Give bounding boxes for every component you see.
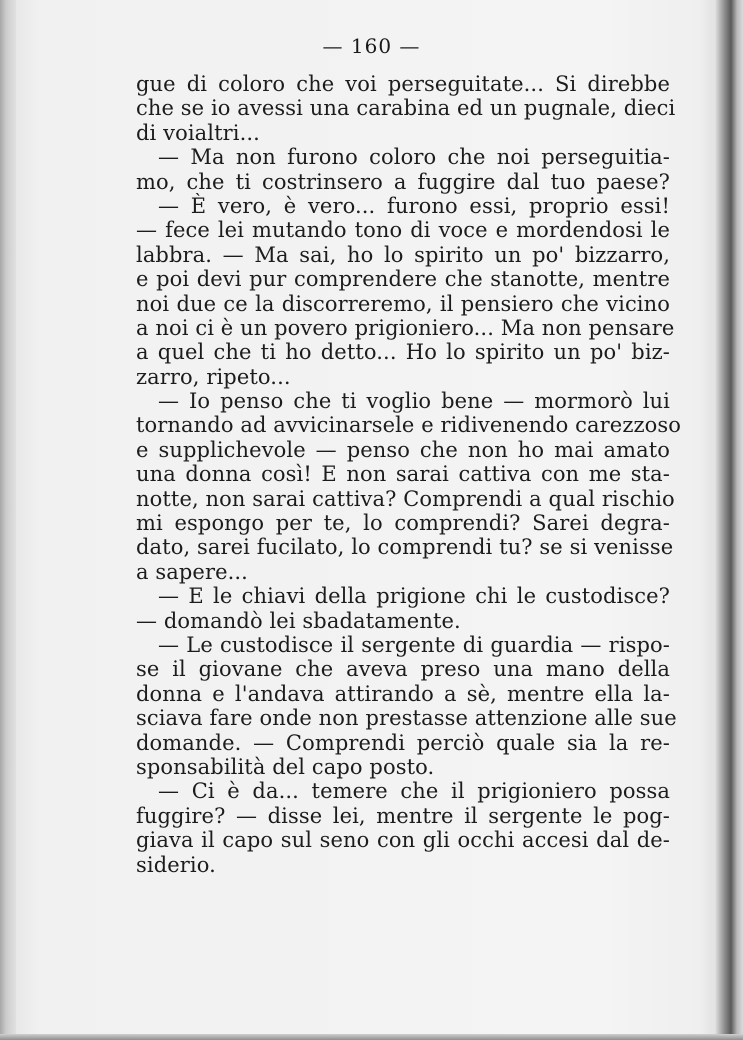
- body-text: [136, 72, 682, 877]
- page-gutter: [0, 0, 16, 1040]
- text-line: — fece lei mutando tono di voce e mordendosi le: [136, 218, 670, 243]
- text-line: gue di coloro che voi perseguitate... Si direbbe: [136, 72, 670, 96]
- text-line: dato, sarei fucilato, lo comprendi tu? se si venisse: [136, 535, 674, 560]
- text-line: se il giovane che aveva preso una mano della: [136, 657, 670, 682]
- text-line: zarro, ripeto...: [136, 364, 291, 389]
- page-number: — 160 —: [322, 34, 421, 58]
- text-line: — Le custodisce il sergente di guardia — rispo-: [158, 632, 670, 657]
- text-line: domande. — Comprendi perciò quale sia la re-: [136, 730, 670, 755]
- text-line: e supplichevole — penso che non ho mai amato: [136, 437, 670, 462]
- text-line: — È vero, è vero... furono essi, proprio essi!: [158, 193, 670, 218]
- text-line: noi due ce la discorreremo, il pensiero che vicino: [136, 291, 670, 316]
- text-line: tornando ad avvicinarsele e ridivenendo carezzoso: [136, 413, 682, 438]
- text-line: giava il capo sul seno con gli occhi accesi dal de-: [136, 828, 670, 853]
- text-line: a quel che ti ho detto... Ho lo spirito un po' biz-: [136, 340, 670, 365]
- text-line: — domandò lei sbadatamente.: [136, 608, 461, 633]
- text-line: — E le chiavi della prigione chi le custodisce?: [158, 584, 670, 609]
- text-line: — Ma non furono coloro che noi perseguitia-: [158, 145, 670, 170]
- text-line: e poi devi pur comprendere che stanotte, mentre: [136, 267, 670, 292]
- text-line: sciava fare onde non prestasse attenzione alle sue: [136, 706, 677, 731]
- text-line: che se io avessi una carabina ed un pugnale, dieci: [136, 96, 676, 121]
- text-line: fuggire? — disse lei, mentre il sergente le pog-: [136, 803, 670, 828]
- text-line: una donna così! E non sarai cattiva con me sta-: [136, 462, 670, 487]
- text-line: di voialtri...: [136, 120, 260, 145]
- text-line: donna e l'andava attirando a sè, mentre ella la-: [136, 681, 670, 706]
- text-line: labbra. — Ma sai, ho lo spirito un po' bizzarro,: [136, 242, 670, 267]
- text-line: siderio.: [136, 852, 216, 877]
- text-line: — Io penso che ti voglio bene — mormorò lui: [158, 389, 670, 414]
- text-line: notte, non sarai cattiva? Comprendi a qual rischio: [136, 486, 675, 511]
- page-bottom-edge: [0, 1034, 743, 1040]
- page-edge: [715, 0, 743, 1040]
- text-line: a sapere...: [136, 559, 248, 584]
- text-line: mi espongo per te, lo comprendi? Sarei degra-: [136, 511, 670, 536]
- text-line: — Ci è da... temere che il prigioniero possa: [158, 779, 670, 804]
- text-line: sponsabilità del capo posto.: [136, 754, 435, 779]
- text-line: a noi ci è un povero prigioniero... Ma non pensare: [136, 315, 675, 340]
- text-line: mo, che ti costrinsero a fuggire dal tuo paese?: [136, 169, 670, 194]
